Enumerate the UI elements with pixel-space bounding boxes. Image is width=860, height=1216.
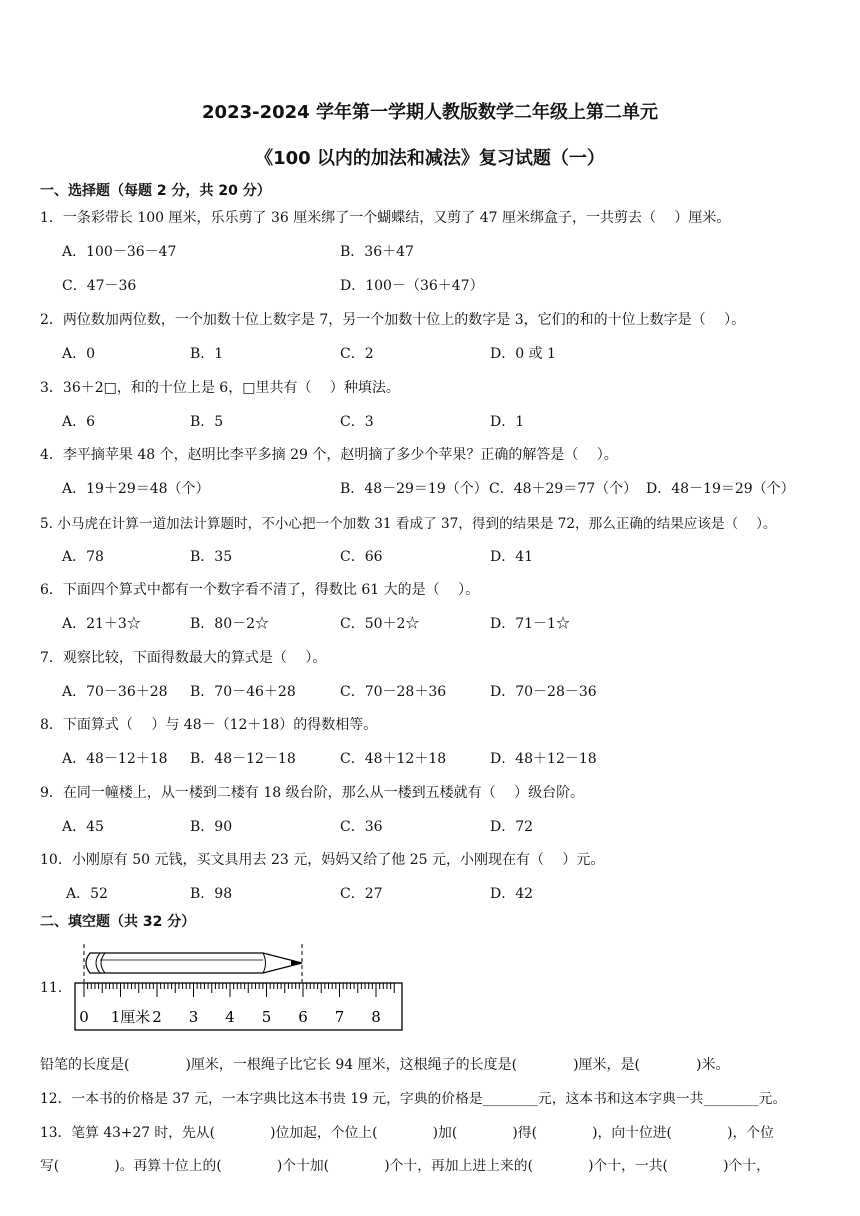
question-5-option-c[interactable]: C．66 xyxy=(340,549,383,565)
ruler-label: 6 xyxy=(298,1008,308,1026)
question-7-option-a[interactable]: A．70－36＋28 xyxy=(62,684,168,700)
question-3-option-b[interactable]: B．5 xyxy=(190,414,224,430)
question-13-line-1: 13．笔算 43+27 时，先从( )位加起，个位上( )加( )得( )，向十位进( )，个位 xyxy=(40,1125,774,1141)
title-line-2: 《100 以内的加法和减法》复习试题（一） xyxy=(255,148,605,169)
question-6-option-a[interactable]: A．21＋3☆ xyxy=(62,616,141,632)
question-8-option-d[interactable]: D．48＋12－18 xyxy=(490,751,597,767)
section-1-heading: 一、选择题（每题 2 分，共 20 分） xyxy=(40,183,271,199)
question-3-option-a[interactable]: A．6 xyxy=(62,414,96,430)
ruler-label: 8 xyxy=(371,1008,381,1026)
ruler-label: 1厘米 xyxy=(110,1008,151,1026)
question-6-option-c[interactable]: C．50＋2☆ xyxy=(340,616,420,632)
question-8-stem: 8．下面算式（ ）与 48－（12＋18）的得数相等。 xyxy=(40,717,378,733)
ruler-label: 0 xyxy=(79,1008,89,1026)
question-2-option-d[interactable]: D．0 或 1 xyxy=(490,346,556,362)
question-8-option-b[interactable]: B．48－12－18 xyxy=(190,751,296,767)
question-8-option-c[interactable]: C．48＋12＋18 xyxy=(340,751,447,767)
question-9-option-b[interactable]: B．90 xyxy=(190,819,233,835)
question-10-option-b[interactable]: B．98 xyxy=(190,886,233,902)
question-4-option-a[interactable]: A．19＋29＝48（个） xyxy=(62,481,210,497)
question-1-option-a[interactable]: A．100－36－47 xyxy=(62,244,177,260)
question-1-option-c[interactable]: C．47－36 xyxy=(62,278,137,294)
question-7-option-d[interactable]: D．70－28－36 xyxy=(490,684,597,700)
question-12-text: 12．一本书的价格是 37 元，一本字典比这本书贵 19 元，字典的价格是________元，这本书和这本字典一共________元。 xyxy=(40,1091,787,1107)
ruler-label: 7 xyxy=(334,1008,345,1026)
ruler-label: 4 xyxy=(225,1008,235,1026)
question-6-stem: 6．下面四个算式中都有一个数字看不清了，得数比 61 大的是（ ）。 xyxy=(40,582,480,598)
question-6-option-d[interactable]: D．71－1☆ xyxy=(490,616,570,632)
question-7-stem: 7．观察比较，下面得数最大的算式是（ ）。 xyxy=(40,650,327,666)
question-4-option-d[interactable]: D．48－19＝29（个） xyxy=(646,481,795,497)
question-1-stem: 1．一条彩带长 100 厘米，乐乐剪了 36 厘米绑了一个蝴蝶结，又剪了 47 厘米绑盒子，一共剪去（ ）厘米。 xyxy=(40,210,731,226)
question-9-option-d[interactable]: D．72 xyxy=(490,819,534,835)
question-3-option-c[interactable]: C．3 xyxy=(340,414,374,430)
pencil-ruler-figure xyxy=(70,940,405,1035)
question-4-option-c[interactable]: C．48＋29＝77（个） xyxy=(489,481,638,497)
question-4-stem: 4．李平摘苹果 48 个，赵明比李平多摘 29 个，赵明摘了多少个苹果？正确的解答是（ ）。 xyxy=(40,447,618,463)
question-9-option-a[interactable]: A．45 xyxy=(62,819,104,835)
ruler-label: 3 xyxy=(188,1008,199,1026)
question-2-option-b[interactable]: B．1 xyxy=(190,346,224,362)
question-8-option-a[interactable]: A．48－12＋18 xyxy=(62,751,168,767)
question-4-option-b[interactable]: B．48－29＝19（个） xyxy=(340,481,488,497)
question-2-stem: 2．两位数加两位数，一个加数十位上数字是 7，另一个加数十位上的数字是 3，它们的和的十位上数字是（ ）。 xyxy=(40,312,746,328)
question-5-option-a[interactable]: A．78 xyxy=(62,549,104,565)
question-1-option-b[interactable]: B．36＋47 xyxy=(340,244,414,260)
question-1-option-d[interactable]: D．100－（36＋47） xyxy=(340,278,484,294)
question-7-option-b[interactable]: B．70－46＋28 xyxy=(190,684,296,700)
question-3-stem: 3．36＋2□，和的十位上是 6，□里共有（ ）种填法。 xyxy=(40,380,400,396)
question-11-text: 铅笔的长度是( )厘米，一根绳子比它长 94 厘米，这根绳子的长度是( )厘米，是( )米。 xyxy=(40,1057,730,1073)
question-2-option-a[interactable]: A．0 xyxy=(62,346,96,362)
question-9-option-c[interactable]: C．36 xyxy=(340,819,383,835)
question-6-option-b[interactable]: B．80－2☆ xyxy=(190,616,270,632)
question-5-stem: 5. 小马虎在计算一道加法计算题时，不小心把一个加数 31 看成了 37，得到的结果是 72，那么正确的结果应该是（ ）。 xyxy=(40,516,777,532)
question-10-option-c[interactable]: C．27 xyxy=(340,886,383,902)
question-11-label: 11. xyxy=(40,980,63,996)
pencil-icon xyxy=(86,953,302,973)
question-10-option-a[interactable]: A．52 xyxy=(66,886,108,902)
question-3-option-d[interactable]: D．1 xyxy=(490,414,525,430)
question-10-option-d[interactable]: D．42 xyxy=(490,886,534,902)
question-5-option-d[interactable]: D．41 xyxy=(490,549,534,565)
question-13-line-2: 写( )。再算十位上的( )个十加( )个十，再加上进上来的( )个十，一共( )个十， xyxy=(40,1158,770,1174)
question-2-option-c[interactable]: C．2 xyxy=(340,346,374,362)
question-9-stem: 9．在同一幢楼上，从一楼到二楼有 18 级台阶，那么从一楼到五楼就有（ ）级台阶。 xyxy=(40,785,585,801)
question-10-stem: 10．小刚原有 50 元钱，买文具用去 23 元，妈妈又给了他 25 元，小刚现在有（ ）元。 xyxy=(40,852,605,868)
question-5-option-b[interactable]: B．35 xyxy=(190,549,233,565)
ruler-label: 2 xyxy=(152,1008,162,1026)
question-7-option-c[interactable]: C．70－28＋36 xyxy=(340,684,447,700)
ruler-labels xyxy=(79,1008,381,1026)
section-2-heading: 二、填空题（共 32 分） xyxy=(40,914,196,930)
title-line-1: 2023-2024 学年第一学期人教版数学二年级上第二单元 xyxy=(202,102,658,123)
ruler-label: 5 xyxy=(261,1008,272,1026)
